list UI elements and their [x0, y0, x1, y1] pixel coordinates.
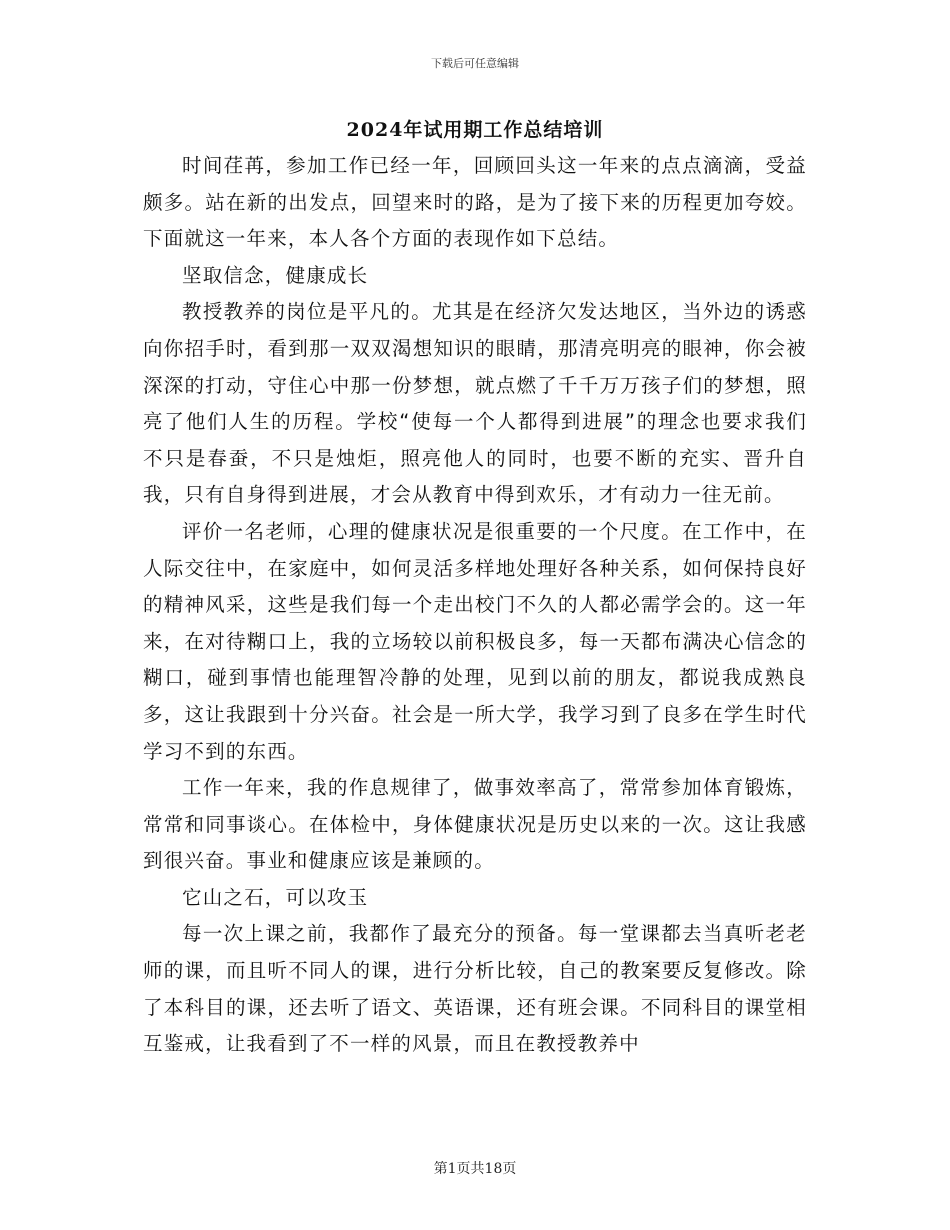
paragraph: 每一次上课之前，我都作了最充分的预备。每一堂课都去当真听老老师的课，而且听不同人的课，进行分析比较，自己的教案要反复修改。除了本科目的课，还去听了语文、英语课，还有班会课。不同科目的课堂相互鉴戒，让我看到了不一样的风景，而且在教授教养中	[143, 922, 807, 1056]
document-body	[143, 148, 807, 1063]
section-heading: 坚取信念，健康成长	[182, 263, 369, 287]
paragraph: 评价一名老师，心理的健康状况是很重要的一个尺度。在工作中，在人际交往中，在家庭中，如何灵活多样地处理好各种关系，如何保持良好的精神风采，这些是我们每一个走出校门不久的人都必需学会的。这一年来，在对待糊口上，我的立场较以前积极良多，每一天都布满决心信念的糊口，碰到事情也能理智冷静的处理，见到以前的朋友，都说我成熟良多，这让我跟到十分兴奋。社会是一所大学，我学习到了良多在学生时代学习不到的东西。	[143, 519, 807, 763]
header-note: 下载后可任意编辑	[431, 57, 519, 70]
document-title: 2024年试用期工作总结培训	[346, 119, 604, 141]
paragraph: 时间荏苒，参加工作已经一年，回顾回头这一年来的点点滴滴，受益颇多。站在新的出发点，回望来时的路，是为了接下来的历程更加夸姣。下面就这一年来，本人各个方面的表现作如下总结。	[143, 154, 807, 251]
paragraph: 教授教养的岗位是平凡的。尤其是在经济欠发达地区，当外边的诱惑向你招手时，看到那一双双渴想知识的眼睛，那清亮明亮的眼神，你会被深深的打动，守住心中那一份梦想，就点燃了千千万万孩子们的梦想，照亮了他们人生的历程。学校“使每一个人都得到进展”的理念也要求我们不只是春蚕，不只是烛炬，照亮他人的同时，也要不断的充实、晋升自我，只有自身得到进展，才会从教育中得到欢乐，才有动力一往无前。	[143, 300, 807, 507]
section-heading: 它山之石，可以攻玉	[182, 885, 369, 909]
page-footer: 第1页共18页	[433, 1161, 517, 1177]
paragraph: 工作一年来，我的作息规律了，做事效率高了，常常参加体育锻炼，常常和同事谈心。在体检中，身体健康状况是历史以来的一次。这让我感到很兴奋。事业和健康应该是兼顾的。	[143, 776, 807, 873]
